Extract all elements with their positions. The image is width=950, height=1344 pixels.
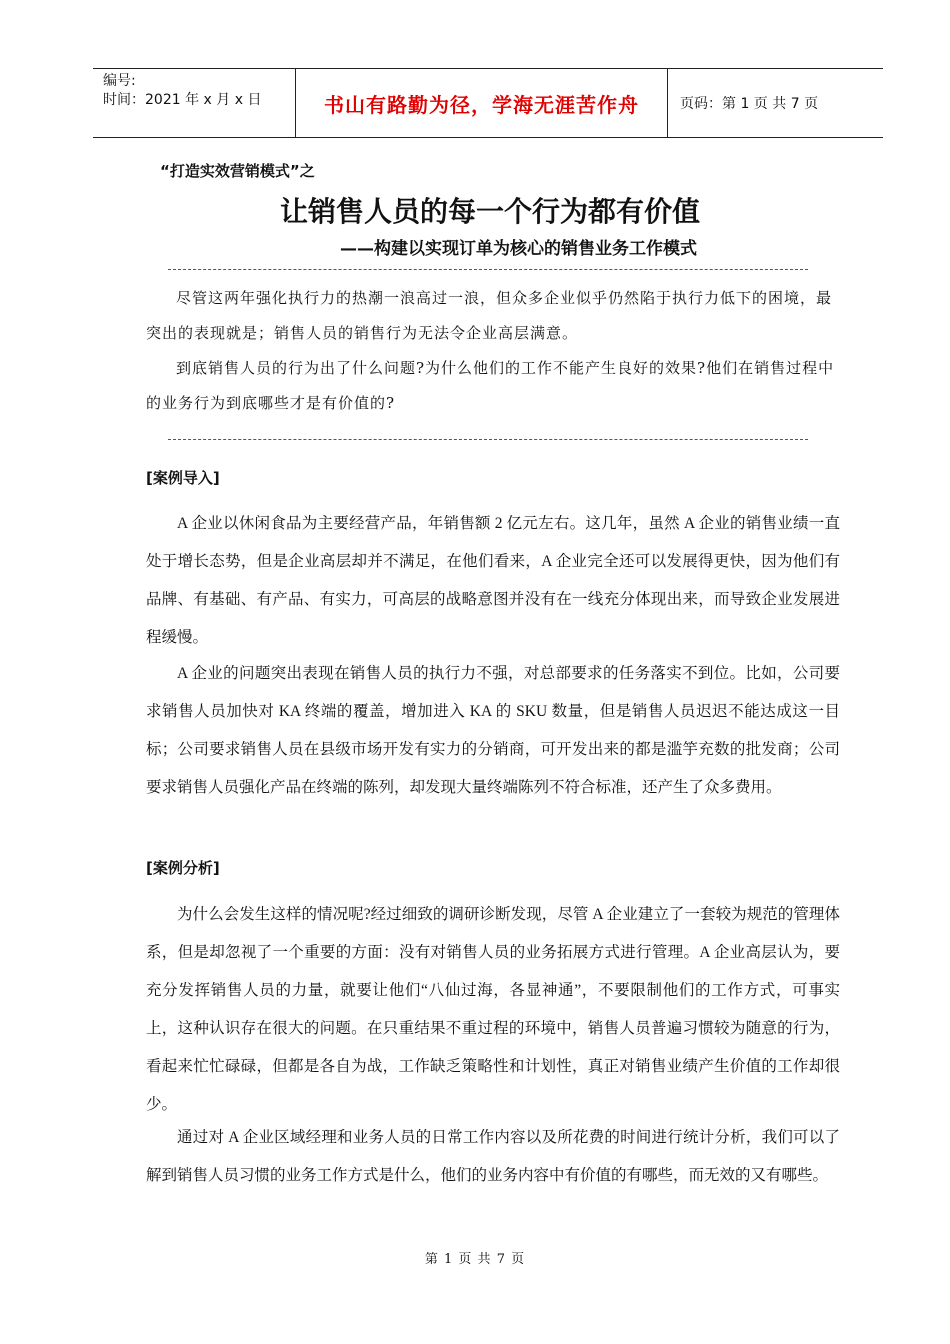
divider-top [168,269,808,270]
header-meta [93,69,295,137]
doc-number-label: 编号: [103,73,136,89]
section-heading-case-intro: [案例导入] [146,469,220,487]
body-paragraph: 为什么会发生这样的情况呢?经过细致的调研诊断发现，尽管 A 企业建立了一套较为规范的管理体系，但是却忽视了一个重要的方面：没有对销售人员的业务拓展方式进行管理。A 企业高层认为，要充分发挥销售人员的力量，就要让他们“八仙过海，各显神通”，不要限制他们的工作方式，可事实上，这种认识存在很大的问题。在只重结果不重过程的环境中，销售人员普遍习惯较为随意的行为，看起来忙忙碌碌，但都是各自为战，工作缺乏策略性和计划性，真正对销售业绩产生价值的工作却很少。 [146,906,840,1113]
page-header [93,68,883,138]
intro-paragraph-1: 尽管这两年强化执行力的热潮一浪高过一浪，但众多企业似乎仍然陷于执行力低下的困境，最突出的表现就是；销售人员的销售行为无法令企业高层满意。 [146,289,833,342]
body-paragraph: A 企业以休闲食品为主要经营产品，年销售额 2 亿元左右。这几年，虽然 A 企业的销售业绩一直处于增长态势，但是企业高层却并不满足，在他们看来，A 企业完全还可以发展得更快，因为他们有品牌、有基础、有产品、有实力，可高层的战略意图并没有在一线充分体现出来，而导致企业发展进程缓慢。 [146,515,840,646]
article-subtitle: ——构建以实现订单为核心的销售业务工作模式 [340,239,697,259]
header-motto: 书山有路勤为径，学海无涯苦作舟 [295,69,668,137]
section-heading-case-analysis: [案例分析] [146,859,220,877]
divider-bottom [168,439,808,440]
body-paragraph: A 企业的问题突出表现在销售人员的执行力不强，对总部要求的任务落实不到位。比如，公司要求销售人员加快对 KA 终端的覆盖，增加进入 KA 的 SKU 数量，但是销售人员迟迟不能达成这一目标；公司要求销售人员在县级市场开发有实力的分销商，可开发出来的都是滥竽充数的批发商；公司要求销售人员强化产品在终端的陈列，却发现大量终端陈列不符合标准，还产生了众多费用。 [146,665,840,796]
article-title: 让销售人员的每一个行为都有价值 [279,195,700,228]
series-label: “打造实效营销模式”之 [160,162,315,180]
header-page-info: 页码：第 1 页 共 7 页 [680,96,819,112]
doc-time-label: 时间：2021 年 x 月 x 日 [103,92,262,108]
intro-paragraph-2: 到底销售人员的行为出了什么问题?为什么他们的工作不能产生良好的效果?他们在销售过程中的业务行为到底哪些才是有价值的? [146,359,835,412]
body-paragraph: 通过对 A 企业区域经理和业务人员的日常工作内容以及所花费的时间进行统计分析，我们可以了解到销售人员习惯的业务工作方式是什么，他们的业务内容中有价值的有哪些，而无效的又有哪些。 [146,1129,840,1184]
page-footer: 第 1 页 共 7 页 [424,1252,526,1267]
